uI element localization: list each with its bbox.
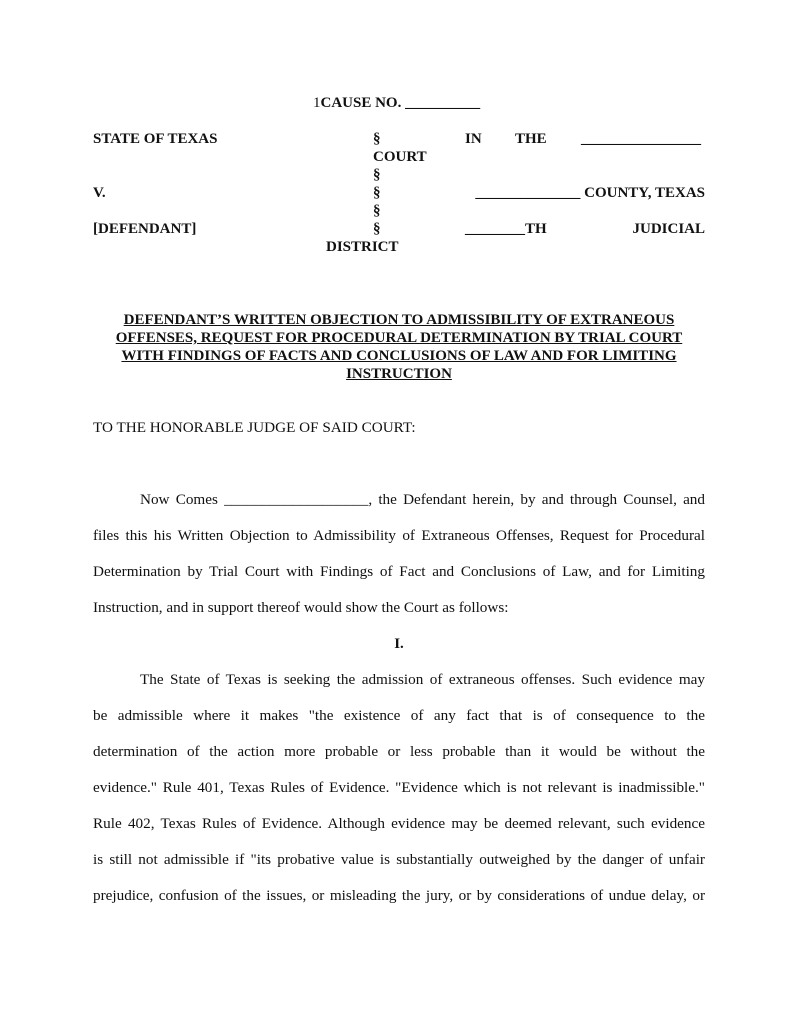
paragraph-line: determination of the action more probable or less probable than it would be without the (93, 743, 705, 760)
title-line: INSTRUCTION (346, 366, 452, 382)
paragraph-line: be admissible where it makes "the existence of any fact that is of consequence to the (93, 707, 705, 724)
paragraph-line: Rule 402, Texas Rules of Evidence. Although evidence may be deemed relevant, such evidence (93, 815, 705, 832)
paragraph-line: The State of Texas is seeking the admission of extraneous offenses. Such evidence may (140, 671, 705, 688)
cause-number: CAUSE NO. __________ (320, 95, 481, 111)
district-word: DISTRICT (326, 239, 399, 255)
court-blank: ________________ (581, 131, 701, 147)
section-mark: § (373, 185, 381, 201)
judicial-word: JUDICIAL (632, 221, 705, 237)
party-state: STATE OF TEXAS (93, 131, 218, 147)
title-line: DEFENDANT’S WRITTEN OBJECTION TO ADMISSIBILITY OF EXTRANEOUS (123, 312, 675, 328)
section-mark: § (373, 167, 381, 183)
county-line: ______________ COUNTY, TEXAS (475, 185, 705, 201)
paragraph-line: is still not admissible if "its probative value is substantially outweighed by the danger of unfair (93, 851, 705, 868)
cause-number-line (313, 94, 480, 112)
paragraph-line: evidence." Rule 401, Texas Rules of Evidence. "Evidence which is not relevant is inadmissible." (93, 779, 705, 796)
title-line: WITH FINDINGS OF FACTS AND CONCLUSIONS OF LAW AND FOR LIMITING (121, 348, 677, 364)
section-mark: § (373, 131, 381, 147)
court-word-the: THE (515, 131, 547, 147)
court-word-in: IN (465, 131, 482, 147)
party-versus: V. (93, 185, 106, 201)
paragraph-line: Determination by Trial Court with Findings of Fact and Conclusions of Law, and for Limiting (93, 563, 705, 580)
title-line: OFFENSES, REQUEST FOR PROCEDURAL DETERMINATION BY TRIAL COURT (115, 330, 683, 346)
paragraph-line: Now Comes ___________________, the Defendant herein, by and through Counsel, and (140, 491, 705, 508)
district-number-blank: ________TH (465, 221, 547, 237)
section-mark: § (373, 221, 381, 237)
footnote-marker: 1 (313, 95, 321, 111)
party-defendant: [DEFENDANT] (93, 221, 197, 237)
section-mark: § (373, 203, 381, 219)
paragraph-line: Instruction, and in support thereof would show the Court as follows: (93, 599, 509, 616)
court-word: COURT (373, 149, 427, 165)
paragraph-line: files this his Written Objection to Admissibility of Extraneous Offenses, Request for Procedural (93, 527, 705, 544)
section-heading: I. (394, 636, 404, 652)
salutation: TO THE HONORABLE JUDGE OF SAID COURT: (93, 419, 416, 436)
paragraph-line: prejudice, confusion of the issues, or misleading the jury, or by considerations of undue delay, or (93, 887, 705, 904)
